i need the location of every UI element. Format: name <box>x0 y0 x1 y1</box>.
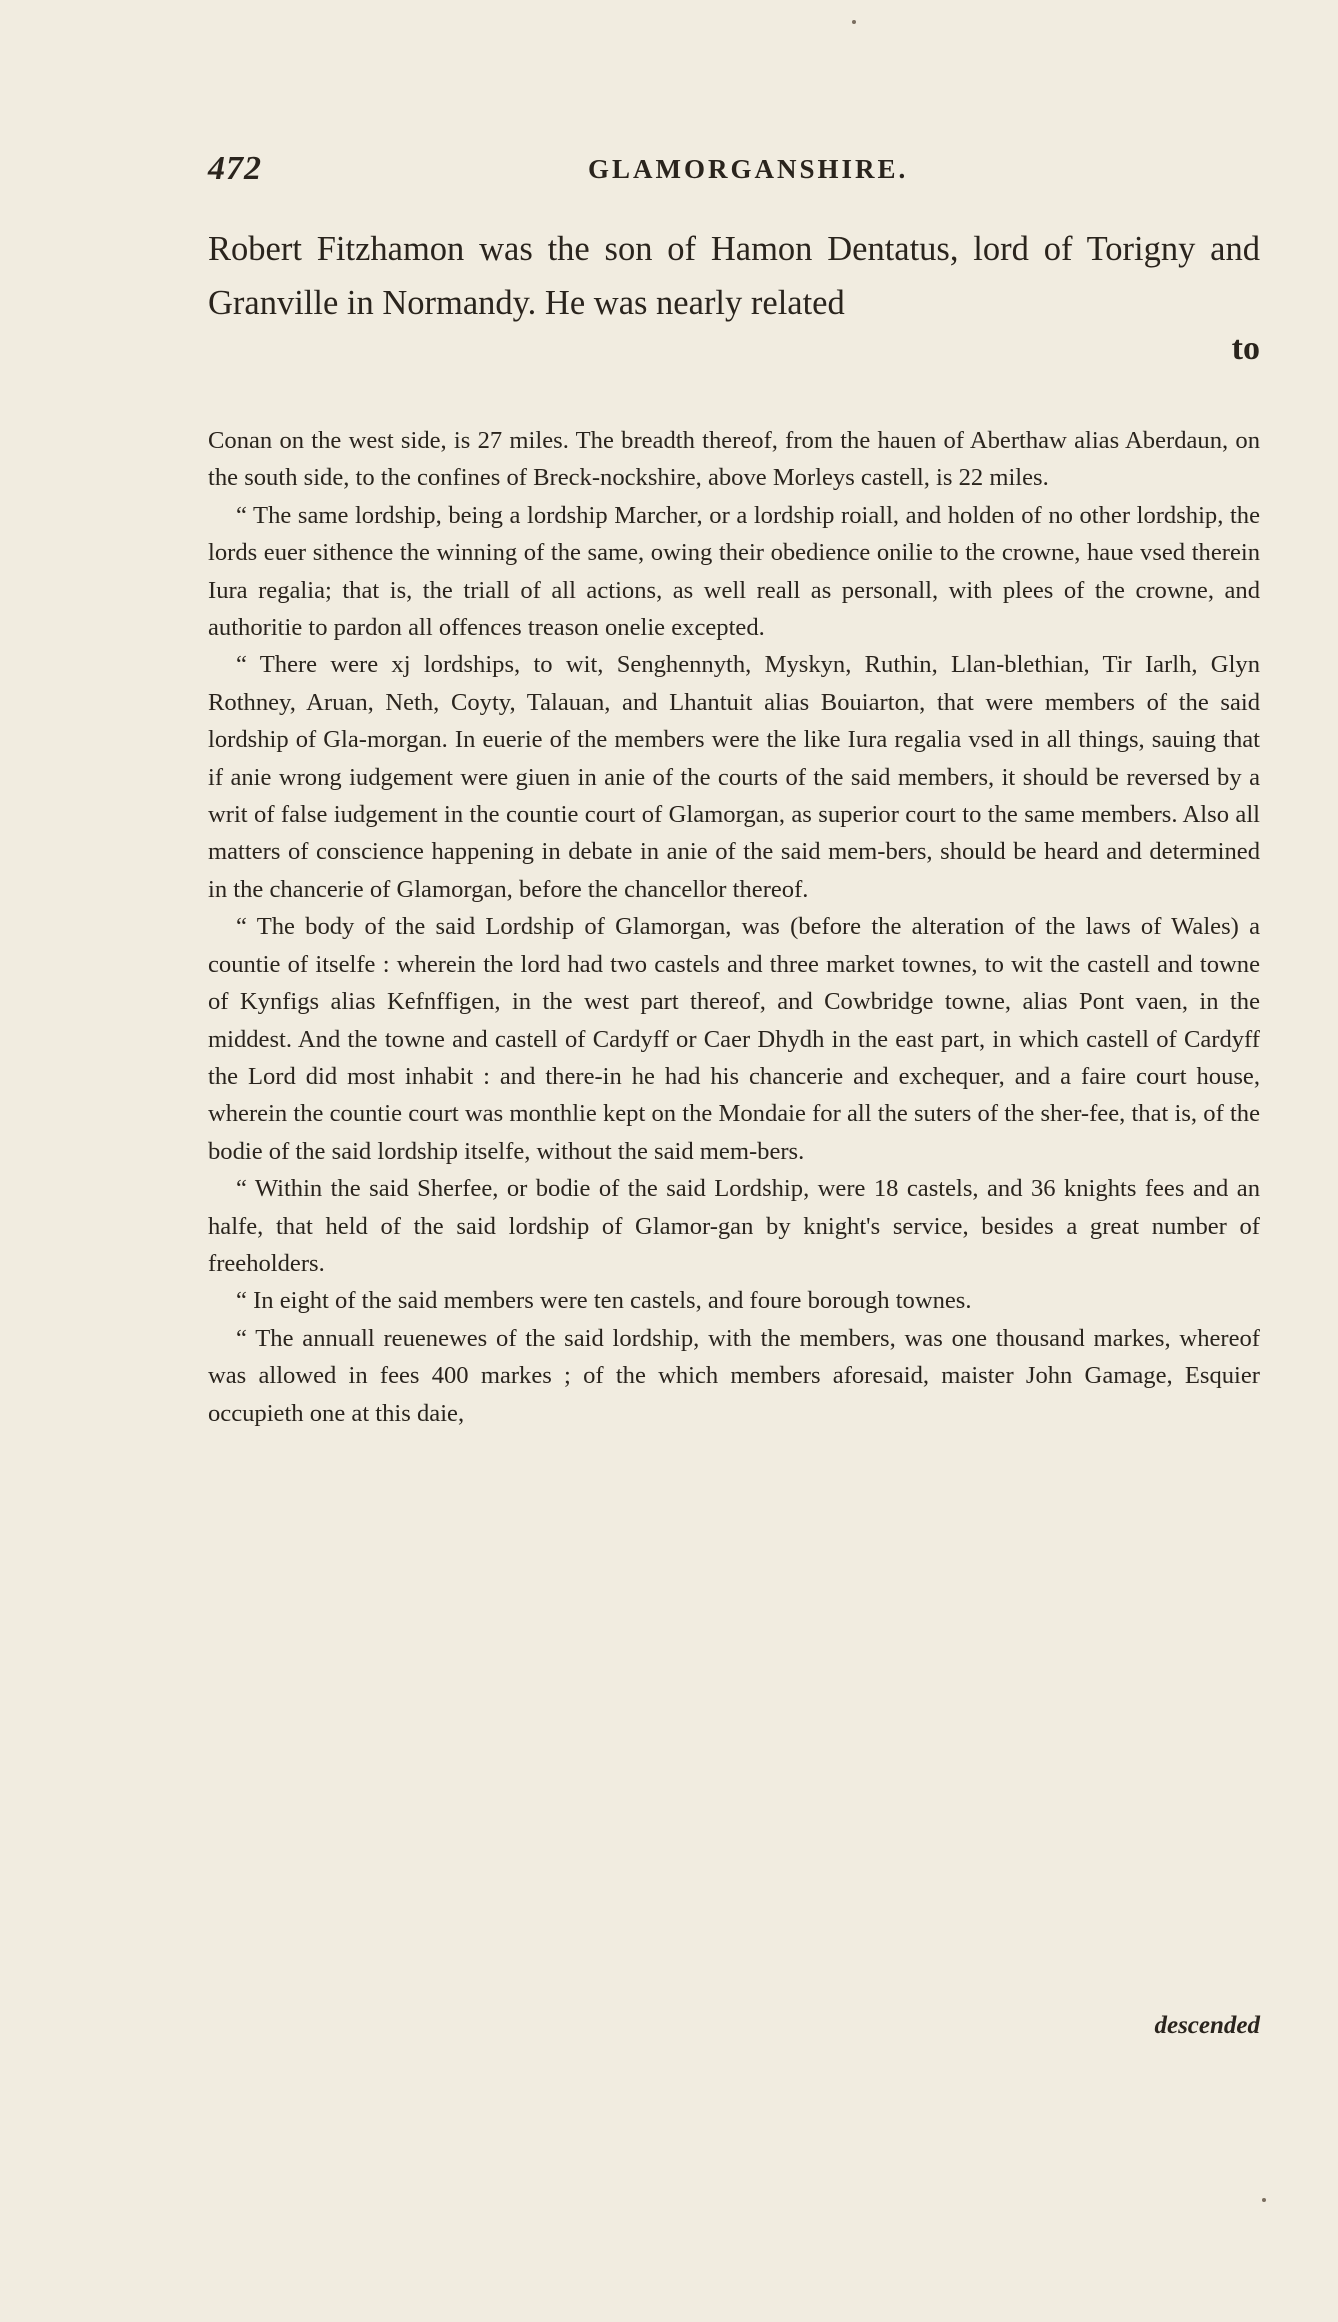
footnote-paragraph-7: “ The annuall reuenewes of the said lordship, with the members, was one thousand markes, whereof was allowed in fees 400 markes ; of the which members aforesaid, maister John Gamage, Esquier occupieth one at this daie, <box>208 1324 1260 1427</box>
speck <box>852 20 856 24</box>
footnote-paragraph-6: “ In eight of the said members were ten castels, and foure borough townes. <box>236 1287 972 1315</box>
speck <box>1262 2198 1266 2202</box>
footnote-paragraph-2: “ The same lordship, being a lordship Marcher, or a lordship roiall, and holden of no other lordship, the lords euer sithence the winning of the same, owing their obedience onilie to the crowne, haue vsed therein Iura regalia; that is, the triall of all actions, as well reall as personall, with plees of the crowne, and authoritie to pardon all offences treason onelie excepted. <box>208 501 1260 642</box>
quoted-footnote <box>208 422 1260 1432</box>
main-paragraph: Robert Fitzhamon was the son of Hamon Dentatus, lord of Torigny and Granville in Normandy. He was nearly related <box>208 230 1260 322</box>
main-text <box>208 222 1260 330</box>
running-head: GLAMORGANSHIRE. <box>588 154 909 184</box>
footnote-paragraph-5: “ Within the said Sherfee, or bodie of the said Lordship, were 18 castels, and 36 knights fees and an halfe, that held of the said lordship of Glamor-gan by knight's service, besides a great number of freeholders. <box>208 1175 1260 1277</box>
catchword-footnote: descended <box>1154 2012 1260 2039</box>
footnote-paragraph-3: “ There were xj lordships, to wit, Senghennyth, Myskyn, Ruthin, Llan-blethian, Tir Iarlh, Glyn Rothney, Aruan, Neth, Coyty, Talauan, and Lhantuit alias Bouiarton, that were members of the said lordship of Gla-morgan. In euerie of the members were the like Iura regalia vsed in all things, sauing that if anie wrong iudgement were giuen in anie of the courts of the said members, it should be reversed by a writ of false iudgement in the countie court of Glamorgan, as superior court to the same members. Also all matters of conscience happening in debate in anie of the said mem-bers, should be heard and determined in the chancerie of Glamorgan, before the chancellor thereof. <box>208 651 1260 903</box>
footnote-paragraph-1: Conan on the west side, is 27 miles. The breadth thereof, from the hauen of Aberthaw alias Aberdaun, on the south side, to the confines of Breck-nockshire, above Morleys castell, is 22 miles. <box>208 427 1260 492</box>
footnote-paragraph-4: “ The body of the said Lordship of Glamorgan, was (before the alteration of the laws of Wales) a countie of itselfe : wherein the lord had two castels and three market townes, to wit the castell and towne of Kynfigs alias Kefnffigen, in the west part thereof, and Cowbridge towne, alias Pont vaen, in the middest. And the towne and castell of Cardyff or Caer Dhydh in the east part, in which castell of Cardyff the Lord did most inhabit : and there-in he had his chancerie and exchequer, and a faire court house, wherein the countie court was monthlie kept on the Mondaie for all the suters of the sher-fee, that is, of the bodie of the said lordship itselfe, without the said mem-bers. <box>208 913 1260 1165</box>
page-header <box>208 150 1268 200</box>
page-number: 472 <box>208 150 262 187</box>
catchword-main: to <box>1231 330 1260 367</box>
